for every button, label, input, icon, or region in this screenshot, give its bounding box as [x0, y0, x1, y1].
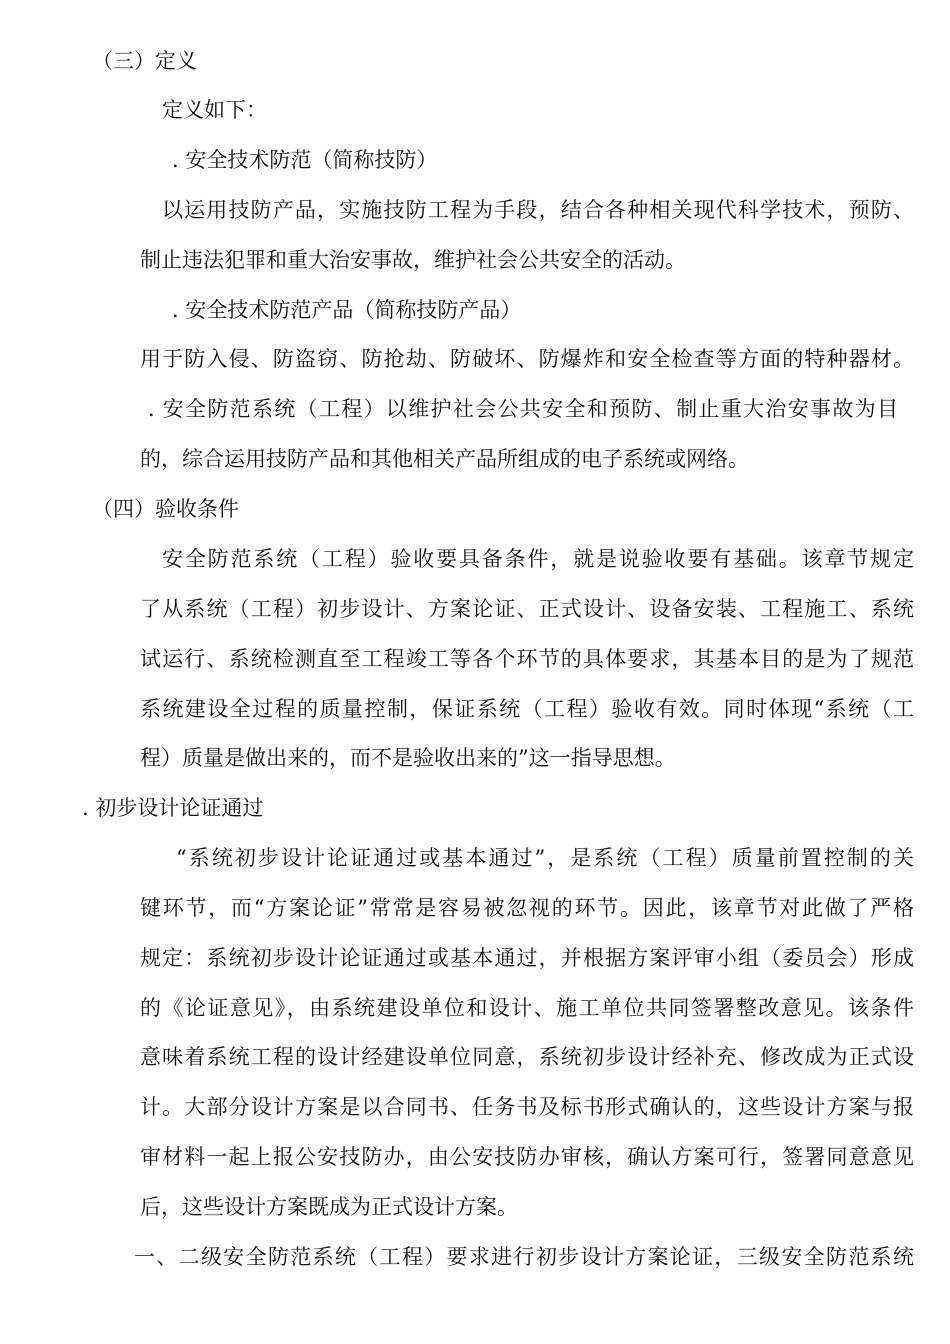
- paragraph-line: 了从系统（工程）初步设计、方案论证、正式设计、设备安装、工程施工、系统: [140, 597, 914, 621]
- paragraph-line: “系统初步设计论证通过或基本通过”，是系统（工程）质量前置控制的关: [176, 846, 914, 870]
- definition-1-body-line: 以运用技防产品，实施技防工程为手段，结合各种相关现代科学技术，预防、: [162, 198, 914, 222]
- definition-1-body-line: 制止违法犯罪和重大治安事故，维护社会公共安全的活动。: [140, 248, 686, 272]
- definition-3-body-line: 的，综合运用技防产品和其他相关产品所组成的电子系统或网络。: [140, 447, 749, 471]
- paragraph-line: 程）质量是做出来的，而不是验收出来的”这一指导思想。: [140, 746, 676, 770]
- definition-3-body-line: . 安全防范系统（工程）以维护社会公共安全和预防、制止重大治安事故为目: [148, 397, 898, 421]
- paragraph-line: 键环节，而“方案论证”常常是容易被忽视的环节。因此，该章节对此做了严格: [140, 896, 914, 920]
- paragraph-line: 一、二级安全防范系统（工程）要求进行初步设计方案论证，三级安全防范系统: [134, 1245, 914, 1269]
- paragraph-line: 审材料一起上报公安技防办，由公安技防办审核，确认方案可行，签署同意意见: [140, 1145, 914, 1169]
- paragraph-line: 意味着系统工程的设计经建设单位同意，系统初步设计经补充、修改成为正式设: [140, 1045, 914, 1069]
- subsection-title: . 初步设计论证通过: [82, 796, 264, 820]
- paragraph-line: 安全防范系统（工程）验收要具备条件，就是说验收要有基础。该章节规定: [162, 547, 914, 571]
- paragraph-line: 的《论证意见》，由系统建设单位和设计、施工单位共同签署整改意见。该条件: [140, 996, 914, 1020]
- definitions-intro: 定义如下：: [162, 98, 267, 122]
- paragraph-line: 计。大部分设计方案是以合同书、任务书及标书形式确认的，这些设计方案与报: [140, 1095, 914, 1119]
- definition-1-title: . 安全技术防范（简称技防）: [172, 148, 438, 172]
- paragraph-line: 试运行、系统检测直至工程竣工等各个环节的具体要求，其基本目的是为了规范: [140, 647, 914, 671]
- definition-2-body-line: 用于防入侵、防盗窃、防抢劫、防破坏、防爆炸和安全检查等方面的特种器材。: [140, 347, 914, 371]
- paragraph-line: 后，这些设计方案既成为正式设计方案。: [140, 1195, 518, 1219]
- section-4-heading: （四）验收条件: [92, 497, 239, 521]
- paragraph-line: 系统建设全过程的质量控制，保证系统（工程）验收有效。同时体现“系统（工: [140, 697, 914, 721]
- section-3-heading: （三）定义: [92, 49, 197, 73]
- definition-2-title: . 安全技术防范产品（简称技防产品）: [172, 298, 522, 322]
- paragraph-line: 规定：系统初步设计论证通过或基本通过，并根据方案评审小组（委员会）形成: [140, 946, 914, 970]
